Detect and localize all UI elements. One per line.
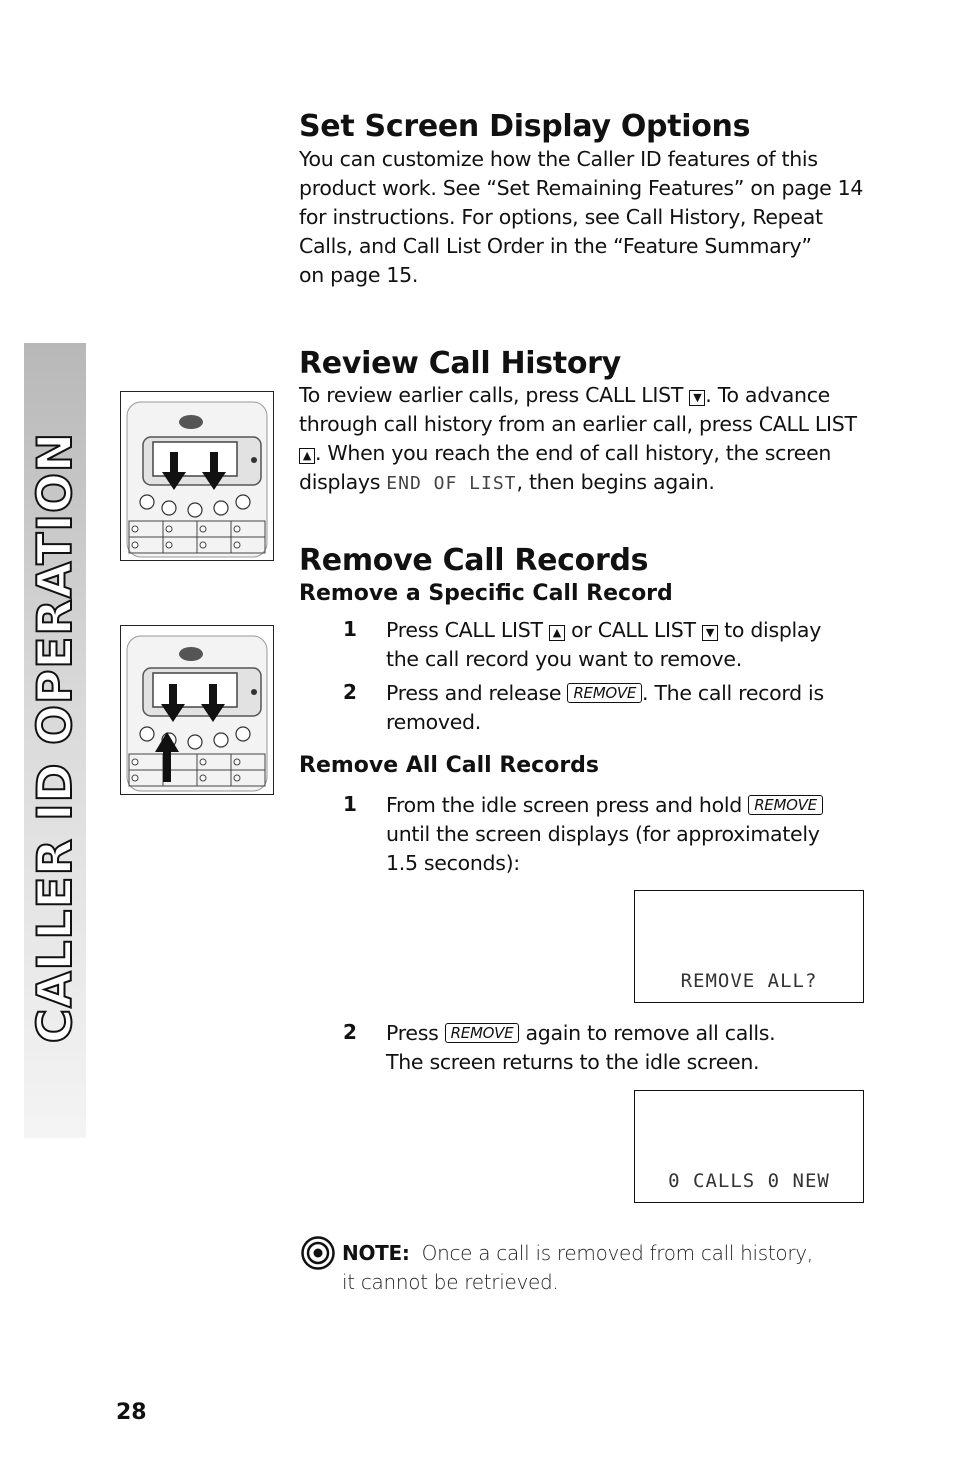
subtitle-remove-specific: Remove a Specific Call Record xyxy=(299,581,673,606)
body-line: ▲ . When you reach the end of call history, the screen xyxy=(299,439,879,468)
step-number: 1 xyxy=(343,617,357,641)
note-target-icon xyxy=(301,1236,335,1270)
section-title-review: Review Call History xyxy=(299,346,621,381)
body-line: through call history from an earlier call, press CALL LIST xyxy=(299,412,857,436)
phone-illustration-remove xyxy=(120,625,274,795)
section-body-display xyxy=(299,145,879,290)
down-arrow-key-icon: ▼ xyxy=(689,390,705,406)
lcd-screen-idle xyxy=(634,1090,864,1203)
step-number: 1 xyxy=(343,792,357,816)
step-number: 2 xyxy=(343,680,357,704)
phone-illustration-review xyxy=(120,391,274,561)
step-number: 2 xyxy=(343,1020,357,1044)
lcd-screen-remove-all xyxy=(634,890,864,1003)
body-line: for instructions. For options, see Call History, Repeat xyxy=(299,205,823,229)
section-body-review xyxy=(299,381,879,498)
subtitle-remove-all: Remove All Call Records xyxy=(299,753,600,778)
side-tab-label: CALLER ID OPERATION xyxy=(28,431,83,1044)
lcd-inline-text: END OF LIST xyxy=(386,473,517,494)
up-arrow-key-icon: ▲ xyxy=(299,448,315,464)
body-line: displays END OF LIST, then begins again. xyxy=(299,470,715,494)
step-text: Press and release REMOVE . The call record is removed. xyxy=(386,681,824,734)
remove-key-icon: REMOVE xyxy=(567,683,642,703)
down-arrow-key-icon: ▼ xyxy=(702,625,718,641)
phone-drawing xyxy=(121,626,273,794)
step-text: From the idle screen press and hold REMOVE until the screen displays (for approximately 1.5 seconds): xyxy=(386,791,866,878)
page-number: 28 xyxy=(116,1400,147,1425)
remove-key-icon: REMOVE xyxy=(445,1023,520,1043)
section-title-remove: Remove Call Records xyxy=(299,543,649,578)
body-line: on page 15. xyxy=(299,263,419,287)
remove-key-icon: REMOVE xyxy=(748,795,823,815)
lcd-text: REMOVE ALL? xyxy=(680,970,818,992)
step-text: Press REMOVE again to remove all calls. The screen returns to the idle screen. xyxy=(386,1021,776,1074)
step-text: Press CALL LIST ▲ or CALL LIST ▼ to display the call record you want to remove. xyxy=(386,618,822,671)
body-line: Calls, and Call List Order in the “Feature Summary” xyxy=(299,234,812,258)
section-title-display: Set Screen Display Options xyxy=(299,109,751,144)
body-line: You can customize how the Caller ID features of this xyxy=(299,147,818,171)
note-block: NOTE: Once a call is removed from call history, it cannot be retrieved. xyxy=(342,1241,813,1294)
lcd-text: 0 CALLS 0 NEW xyxy=(668,1170,830,1192)
body-line: product work. See “Set Remaining Features” on page 14 xyxy=(299,176,864,200)
phone-drawing xyxy=(121,392,273,560)
body-line: To review earlier calls, press CALL LIST ▼ . To advance xyxy=(299,383,830,407)
up-arrow-key-icon: ▲ xyxy=(549,625,565,641)
note-label: NOTE: xyxy=(342,1241,410,1265)
